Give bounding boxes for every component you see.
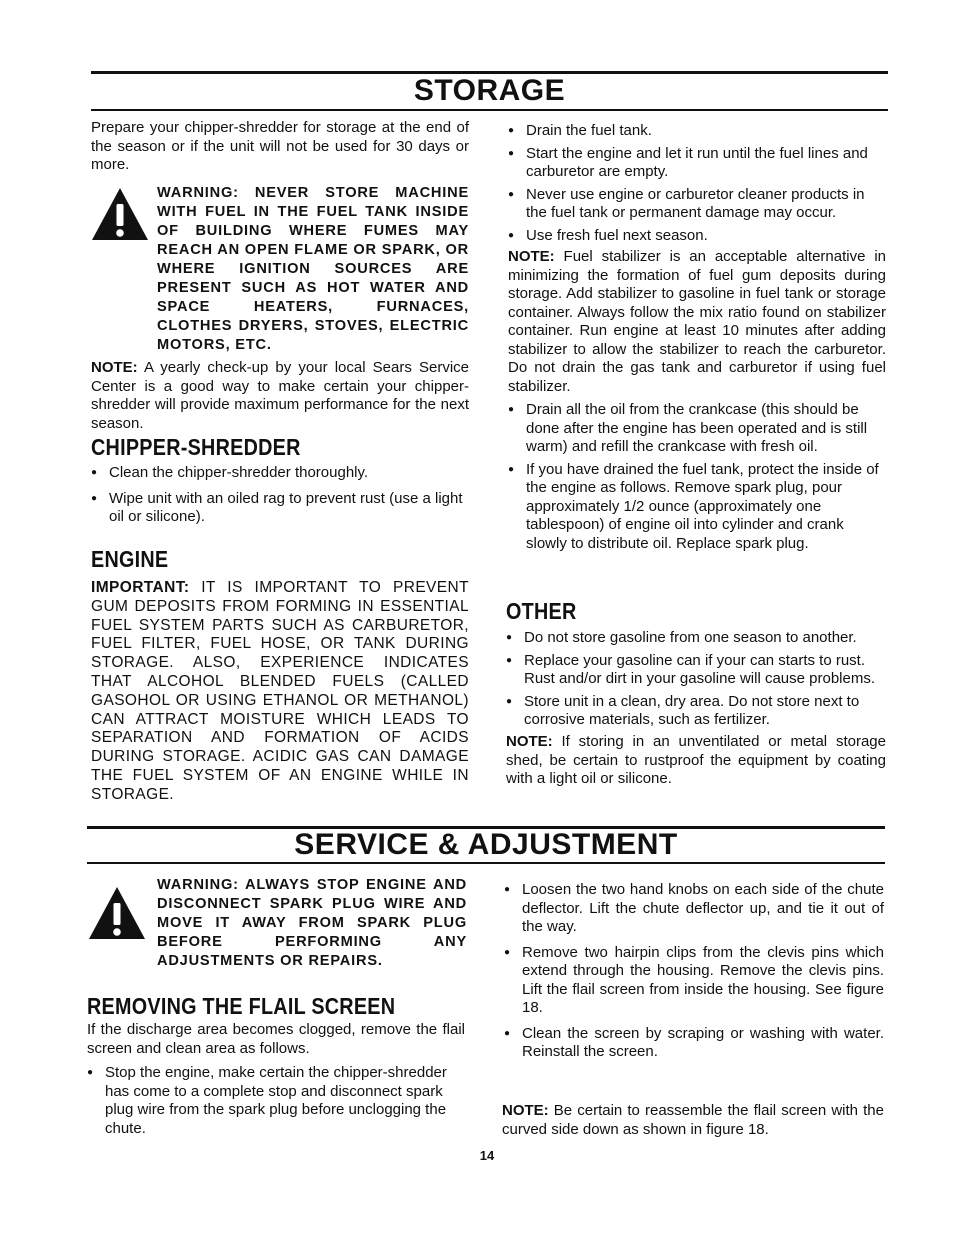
storage-note (91, 359, 469, 433)
service-note (502, 1102, 884, 1139)
service-title: SERVICE & ADJUSTMENT (294, 828, 678, 861)
important-label: IMPORTANT: (91, 579, 190, 596)
list-item: ● Use fresh fuel next season. (508, 227, 886, 246)
list-item: ● Wipe unit with an oiled rag to prevent rust (use a light oil or silicone). (91, 490, 469, 527)
engine-heading: ENGINE (91, 546, 169, 572)
note-label: NOTE: (502, 1102, 549, 1119)
service-bottom-rule (87, 862, 885, 864)
page-number: 14 (479, 1148, 495, 1163)
other-heading: OTHER (506, 598, 577, 624)
storage-intro: Prepare your chipper-shredder for storage at the end of the season or if the unit will not be used for 30 days or more. (91, 119, 469, 173)
other-note (506, 733, 886, 789)
flail-heading: REMOVING THE FLAIL SCREEN (87, 993, 396, 1019)
list-item: ● Remove two hairpin clips from the clevis pins which extend through the housing. Remove the clevis pins. Lift the flail screen from inside the housing. See figure 18. (504, 944, 884, 1018)
list-item: ● Loosen the two hand knobs on each side of the chute deflector. Lift the chute deflector up, and tie it out of the way. (504, 881, 884, 937)
note-text: A yearly check-up by your local Sears Service Center is a good way to make certain your chipper-shredder will provide maximum performance for the next season. (91, 359, 469, 432)
list-item: ● Clean the chipper-shredder thoroughly. (91, 464, 469, 483)
warning-triangle-icon (87, 885, 147, 941)
storage-warning: WARNING: NEVER STORE MACHINE WITH FUEL IN THE FUEL TANK INSIDE OF BUILDING WHERE FUMES MAY REACH AN OPEN FLAME OR SPARK, OR WHERE IGNITION SOURCES ARE PRESENT SUCH AS HOT WATER AND SPACE HEATERS, FURNACES, CLOTHES DRYERS, STOVES, ELECTRIC MOTORS, ETC. (157, 185, 469, 353)
flail-intro: If the discharge area becomes clogged, remove the flail screen and clean area as follows. (87, 1021, 465, 1057)
list-item: ● Do not store gasoline from one season to another. (506, 629, 886, 648)
list-item: ● Drain all the oil from the crankcase (this should be done after the engine has been operated and is still warm) and refill the crankcase with fresh oil. (508, 401, 886, 457)
list-item: ● Drain the fuel tank. (508, 122, 886, 141)
note-text: Fuel stabilizer is an acceptable alternative in minimizing the formation of fuel gum deposits during storage. Add stabilizer to gasoline in fuel tank or storage container. Always follow the mix ratio found on stabilizer container. Run engine at least 10 minutes after adding stabilizer to allow the stabilizer to reach the carburetor. Do not drain the gas tank and carburetor if using fuel stabilizer. (508, 248, 886, 395)
note-text: Be certain to reassemble the flail screen with the curved side down as shown in figure 18. (502, 1102, 884, 1138)
list-item: ● Never use engine or carburetor cleaner products in the fuel tank or permanent damage may occur. (508, 186, 886, 223)
list-item: ● Stop the engine, make certain the chipper-shredder has come to a complete stop and disconnect spark plug wire from the spark plug before unclogging the chute. (87, 1064, 465, 1138)
chipper-bullets (91, 464, 469, 527)
note-label: NOTE: (506, 733, 553, 750)
flail-bullets (87, 1064, 465, 1138)
chipper-shredder-heading: CHIPPER-SHREDDER (91, 434, 301, 460)
oil-bullets (508, 401, 886, 553)
list-item: ● Start the engine and let it run until the fuel lines and carburetor are empty. (508, 145, 886, 182)
engine-important (91, 579, 469, 805)
list-item: ● Clean the screen by scraping or washing with water. Reinstall the screen. (504, 1025, 884, 1062)
note-label: NOTE: (508, 248, 555, 265)
important-text: IT IS IMPORTANT TO PREVENT GUM DEPOSITS FROM FORMING IN ESSENTIAL FUEL SYSTEM PARTS SUCH AS CARBURETOR, FUEL FILTER, FUEL HOSE, OR TANK DURING STORAGE. ALSO, EXPERIENCE INDICATES THAT ALCOHOL BLENDED FUELS (CALLED GASOHOL OR USING ETHANOL OR METHANOL) CAN ATTRACT MOISTURE WHICH LEADS TO SEPARATION AND FORMATION OF ACIDS DURING STORAGE. ACIDIC GAS CAN DAMAGE THE FUEL SYSTEM OF AN ENGINE WHILE IN STORAGE. (91, 579, 469, 803)
service-warning: WARNING: ALWAYS STOP ENGINE AND DISCONNECT SPARK PLUG WIRE AND MOVE IT AWAY FROM SPARK PLUG BEFORE PERFORMING ANY ADJUSTMENTS OR REPAIRS. (157, 877, 467, 969)
list-item: ● Replace your gasoline can if your can starts to rust. Rust and/or dirt in your gasoline will cause problems. (506, 652, 886, 689)
list-item: ● Store unit in a clean, dry area. Do not store next to corrosive materials, such as fertilizer. (506, 693, 886, 730)
stabilizer-note (508, 248, 886, 396)
other-bullets (506, 629, 886, 730)
storage-title: STORAGE (413, 74, 566, 107)
note-label: NOTE: (91, 359, 138, 376)
storage-bottom-rule (91, 109, 888, 111)
service-right-bullets (504, 881, 884, 1062)
list-item: ● If you have drained the fuel tank, protect the inside of the engine as follows. Remove spark plug, pour approximately 1/2 ounce (approximately one tablespoon) of engine oil into cylinder and crank slowly to distribute oil. Replace spark plug. (508, 461, 886, 554)
note-text: If storing in an unventilated or metal storage shed, be certain to rustproof the equipment by coating with a light oil or silicone. (506, 733, 886, 787)
warning-triangle-icon (90, 186, 150, 242)
fuel-bullets (508, 122, 886, 245)
